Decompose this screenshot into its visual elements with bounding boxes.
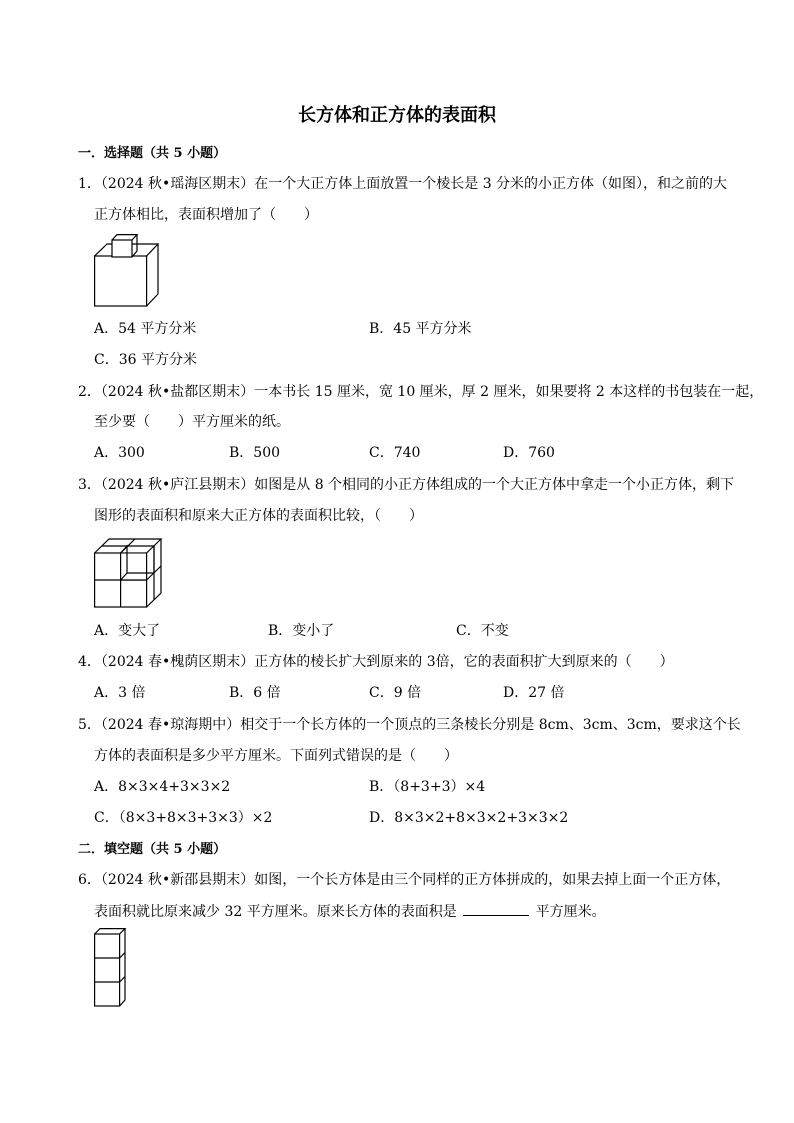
q2-text-line2: 至少要（ ）平方厘米的纸。 <box>94 414 290 430</box>
q1-text-line2: 正方体相比，表面积增加了（ ） <box>94 207 318 223</box>
q6-text-before-blank: 表面积就比原来减少 32 平方厘米。原来长方体的表面积是 <box>94 904 457 920</box>
q1-option-a[interactable]: A．54 平方分米 <box>94 321 197 337</box>
q6-text-line2 <box>94 901 606 922</box>
q5-option-a[interactable]: A．8×3×4+3×3×2 <box>94 779 231 795</box>
q1-option-b[interactable]: B．45 平方分米 <box>369 321 472 337</box>
q5-text-line2: 方体的表面积是多少平方厘米。下面列式错误的是（ ） <box>94 748 458 764</box>
q3-option-b[interactable]: B．变小了 <box>268 623 335 639</box>
q1-cube-figure <box>94 234 160 308</box>
q2-text-line1: 2．（2024 秋•盐都区期末）一本书长 15 厘米，宽 10 厘米，厚 2 厘米，如果要将 2 本这样的书包装在一起， <box>78 384 764 400</box>
q3-cube-missing-corner-figure <box>94 537 164 609</box>
q3-option-a[interactable]: A．变大了 <box>94 623 161 639</box>
q3-text-line2: 图形的表面积和原来大正方体的表面积比较，（ ） <box>94 508 423 524</box>
section-heading-choice: 一．选择题（共 5 小题） <box>78 146 227 161</box>
section-heading-fill: 二．填空题（共 5 小题） <box>78 842 227 857</box>
q2-option-d[interactable]: D．760 <box>503 445 555 461</box>
q3-text-line1: 3．（2024 秋•庐江县期末）如图是从 8 个相同的小正方体组成的一个大正方体中拿走一个小正方体，剩下 <box>78 477 735 493</box>
q5-option-c[interactable]: C．（8×3+8×3+3×3）×2 <box>94 810 273 826</box>
q5-option-d[interactable]: D．8×3×2+8×3×2+3×3×2 <box>369 810 569 826</box>
q4-option-c[interactable]: C．9 倍 <box>369 685 422 701</box>
q4-option-a[interactable]: A．3 倍 <box>94 685 146 701</box>
q2-option-b[interactable]: B．500 <box>229 445 281 461</box>
q2-option-a[interactable]: A．300 <box>94 445 145 461</box>
q4-option-d[interactable]: D．27 倍 <box>503 685 565 701</box>
q1-text-line1: 1．（2024 秋•瑶海区期末）在一个大正方体上面放置一个棱长是 3 分米的小正方体（如图），和之前的大 <box>78 176 728 192</box>
q4-text-line1: 4．（2024 春•槐荫区期末）正方体的棱长扩大到原来的 3倍，它的表面积扩大到原来的（ ） <box>78 654 674 670</box>
q4-option-b[interactable]: B．6 倍 <box>229 685 281 701</box>
q3-option-c[interactable]: C．不变 <box>456 623 509 639</box>
q6-text-line1: 6．（2024 秋•新邵县期末）如图，一个长方体是由三个同样的正方体拼成的，如果去掉上面一个正方体， <box>78 872 731 888</box>
q6-stacked-cubes-figure <box>94 928 126 1008</box>
q6-text-after-blank: 平方厘米。 <box>535 904 606 920</box>
q2-option-c[interactable]: C．740 <box>369 445 421 461</box>
page-title: 长方体和正方体的表面积 <box>298 105 496 126</box>
q1-option-c[interactable]: C．36 平方分米 <box>94 352 197 368</box>
q6-answer-blank[interactable] <box>463 901 529 916</box>
q5-text-line1: 5．（2024 春•琼海期中）相交于一个长方体的一个顶点的三条棱长分别是 8cm、3cm、3cm，要求这个长 <box>78 717 741 733</box>
q5-option-b[interactable]: B．（8+3+3）×4 <box>369 779 486 795</box>
